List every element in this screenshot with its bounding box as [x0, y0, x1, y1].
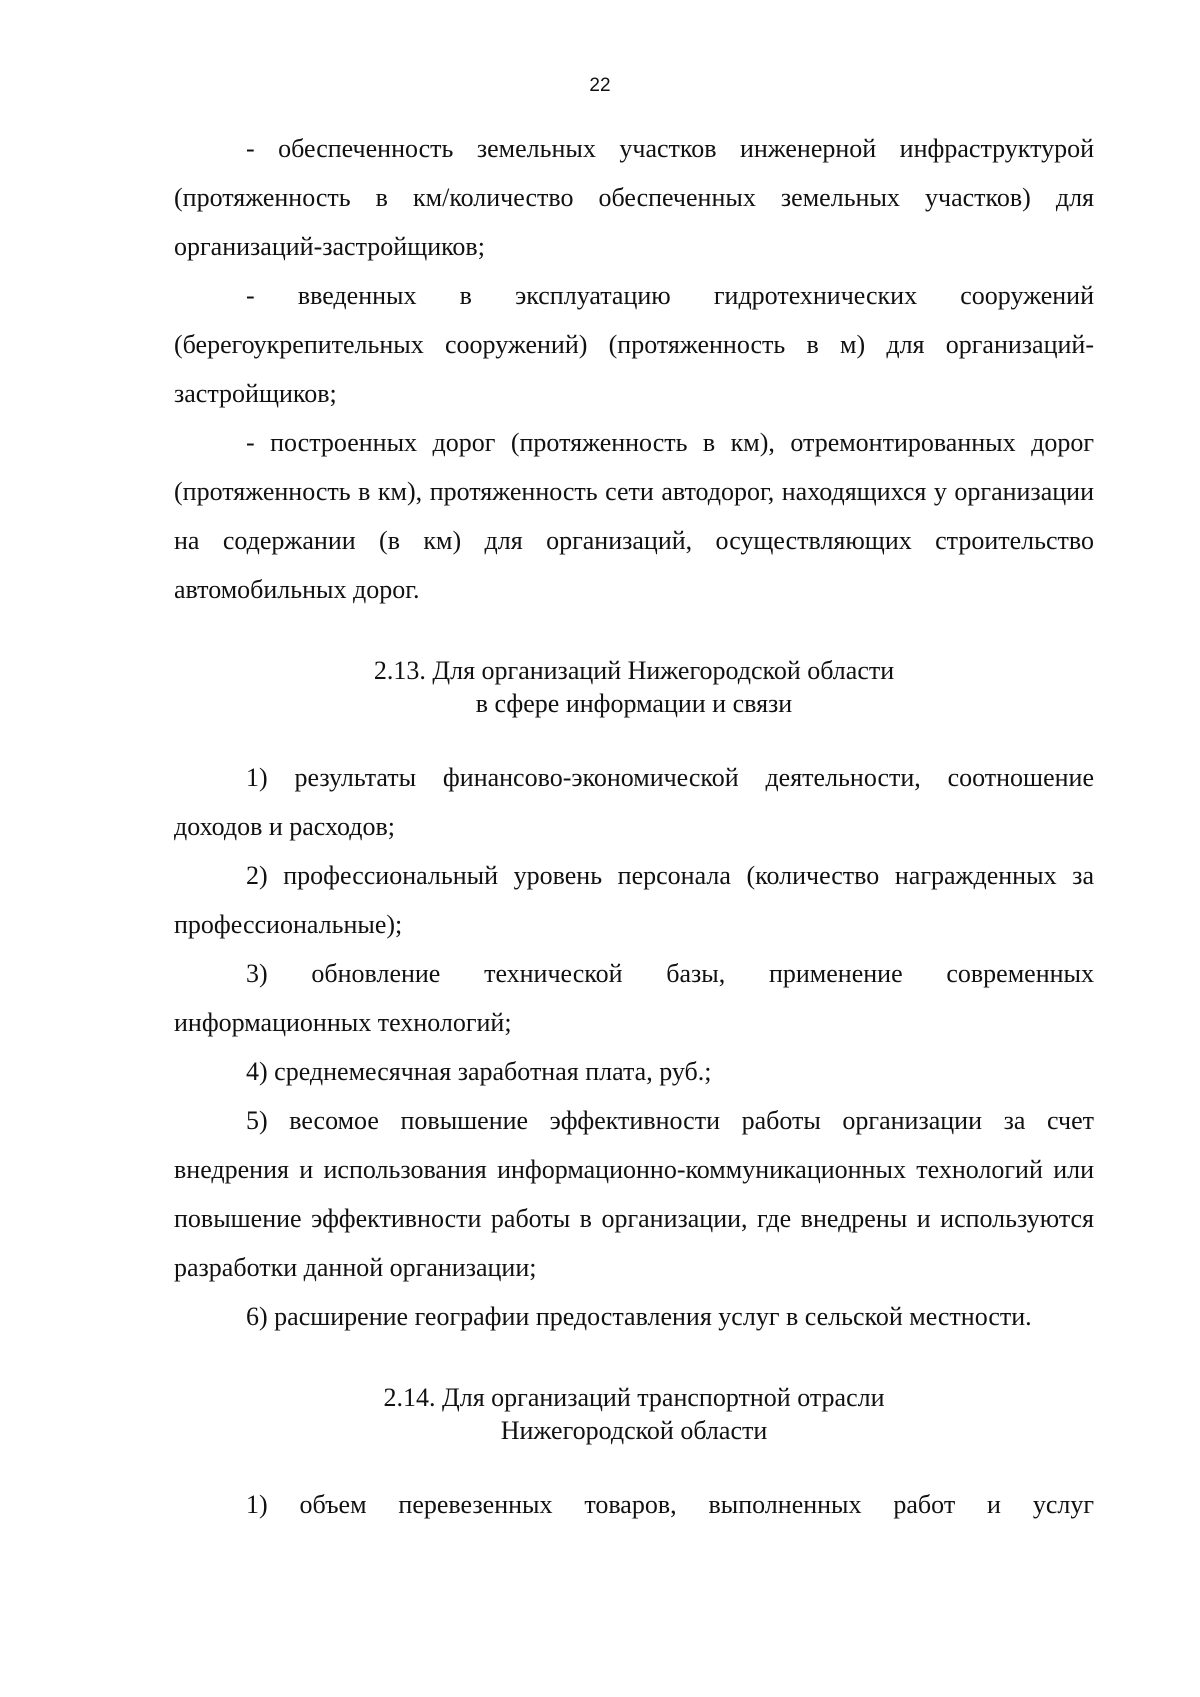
section-2-13-item-3: 3) обновление технической базы, применение современных информационных технологий; — [174, 959, 1094, 1037]
paragraph-roads: - построенных дорог (протяженность в км), отремонтированных дорог (протяженность в км), протяженность сети автодорог, находящихся у организации на содержании (в км) для организаций, осуществляющих строительство автомобильных дорог. — [174, 428, 1094, 604]
section-2-13-title-line1: 2.13. Для организаций Нижегородской области — [373, 656, 895, 685]
section-2-14-title-line1: 2.14. Для организаций транспортной отрасли — [383, 1383, 885, 1412]
section-2-13-item-6: 6) расширение географии предоставления услуг в сельской местности. — [246, 1302, 1032, 1331]
paragraph-hydro-structures: - введенных в эксплуатацию гидротехнических сооружений (берегоукрепительных сооружений) (протяженность в м) для организаций-застройщиков; — [174, 281, 1094, 408]
section-2-14-item-1: 1) объем перевезенных товаров, выполненных работ и услуг — [246, 1490, 1094, 1519]
section-2-14-title-line2: Нижегородской области — [500, 1416, 768, 1445]
document-body — [174, 124, 1094, 1529]
section-2-13-item-4: 4) среднемесячная заработная плата, руб.; — [246, 1057, 712, 1086]
section-2-13-item-1: 1) результаты финансово-экономической деятельности, соотношение доходов и расходов; — [174, 763, 1094, 841]
page-number: 22 — [589, 75, 611, 96]
section-2-13-title-line2: в сфере информации и связи — [475, 689, 793, 718]
section-2-13-item-5: 5) весомое повышение эффективности работы организации за счет внедрения и использования информационно-коммуникационных технологий или повышение эффективности работы в организации, где внедрены и используются разработки данной организации; — [174, 1106, 1094, 1282]
paragraph-land-infrastructure: - обеспеченность земельных участков инженерной инфраструктурой (протяженность в км/количество обеспеченных земельных участков) для организаций-застройщиков; — [174, 134, 1094, 261]
section-2-13-item-2: 2) профессиональный уровень персонала (количество награжденных за профессиональные); — [174, 861, 1094, 939]
